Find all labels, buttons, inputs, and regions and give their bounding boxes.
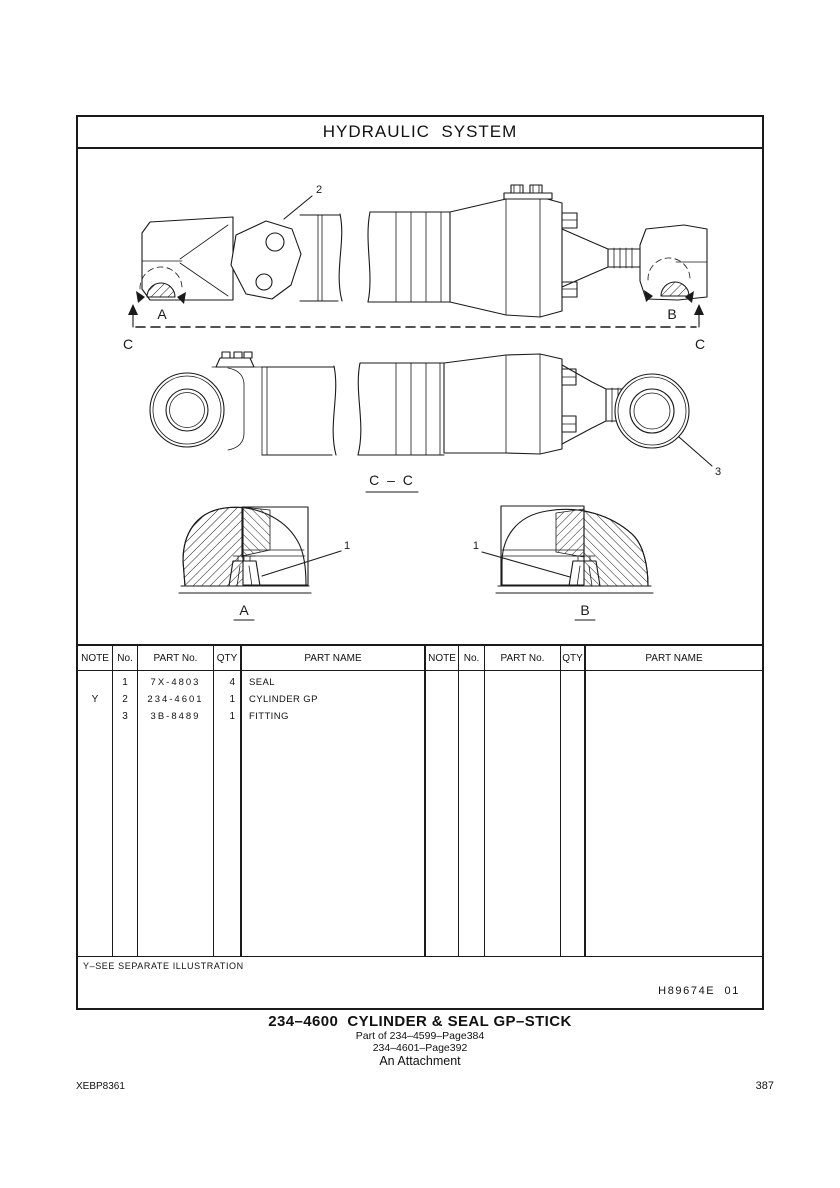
diagram-area [78, 149, 762, 644]
callout-1b-label: 1 [472, 540, 479, 552]
header-note-right: NOTE [426, 646, 459, 670]
detail-section-a [179, 507, 311, 620]
footnote-text: Y–SEE SEPARATE ILLUSTRATION [83, 961, 244, 971]
parts-table-header [78, 644, 762, 671]
column-part-left [138, 671, 214, 956]
section-cc-caption [366, 472, 418, 492]
column-qty-left [214, 671, 242, 956]
view-label-a: A [157, 306, 167, 322]
callout-3-label: 3 [715, 466, 722, 478]
view-label-b: B [667, 306, 677, 322]
header-part-right: PART No. [485, 646, 561, 670]
parts-table-body [78, 671, 762, 956]
column-no-right [459, 671, 485, 956]
revision-code: H89674E 01 [658, 985, 740, 997]
cell-part-number: 234-4601 [147, 694, 204, 705]
callout-2 [284, 184, 322, 219]
cell-qty: 4 [229, 677, 235, 688]
column-no-left [113, 671, 138, 956]
cell-note: Y [91, 694, 99, 705]
header-name-left: PART NAME [242, 646, 426, 670]
section-line-c [123, 304, 705, 352]
column-name-left [242, 671, 426, 956]
page-number: 387 [755, 1080, 774, 1092]
detail-label-a: A [239, 602, 249, 618]
cell-qty: 1 [229, 694, 235, 705]
callout-3 [679, 437, 721, 478]
caption-title: 234–4600 CYLINDER & SEAL GP–STICK [268, 1013, 572, 1030]
caption-page-ref: 234–4601–Page392 [372, 1042, 468, 1055]
detail-label-b: B [580, 602, 590, 618]
header-qty-right: QTY [561, 646, 586, 670]
section-label-c-right: C [694, 336, 706, 352]
page-title: HYDRAULIC SYSTEM [78, 117, 762, 149]
header-note-left: NOTE [78, 646, 113, 670]
cell-part-name: CYLINDER GP [249, 694, 318, 705]
column-note-right [426, 671, 459, 956]
figure-caption [76, 1013, 764, 1069]
column-note-left [78, 671, 113, 956]
cell-no: 2 [122, 694, 128, 705]
cell-part-name: SEAL [249, 677, 275, 688]
footnote-bar [78, 956, 762, 1008]
top-view-drawing [142, 185, 707, 317]
cell-note [78, 674, 112, 691]
header-name-right: PART NAME [645, 652, 703, 664]
section-cc-label: C – C [369, 472, 415, 488]
header-qty-left: QTY [214, 646, 242, 670]
header-no-left: No. [113, 646, 138, 670]
column-qty-right [561, 671, 586, 956]
callout-1a-label: 1 [344, 540, 351, 552]
caption-part-of: Part of 234–4599–Page384 [355, 1030, 485, 1043]
header-part-left: PART No. [138, 646, 214, 670]
cell-no: 1 [122, 677, 128, 688]
cell-part-number: 3B-8489 [150, 711, 201, 722]
cell-part-name: FITTING [249, 711, 289, 722]
hydraulic-cylinder-diagram [78, 149, 766, 644]
caption-attachment: An Attachment [379, 1054, 461, 1069]
column-name-right [586, 671, 762, 956]
drawing-sheet-frame [76, 115, 764, 1010]
document-code: XEBP8361 [76, 1081, 125, 1092]
cell-no: 3 [122, 711, 128, 722]
column-part-right [485, 671, 561, 956]
section-view-cc-drawing [150, 352, 689, 455]
cell-qty: 1 [229, 711, 235, 722]
callout-2-label: 2 [316, 184, 323, 196]
header-no-right: No. [459, 646, 485, 670]
cell-part-number: 7X-4803 [150, 677, 201, 688]
cell-note [78, 708, 112, 725]
section-label-c-left: C [122, 336, 134, 352]
